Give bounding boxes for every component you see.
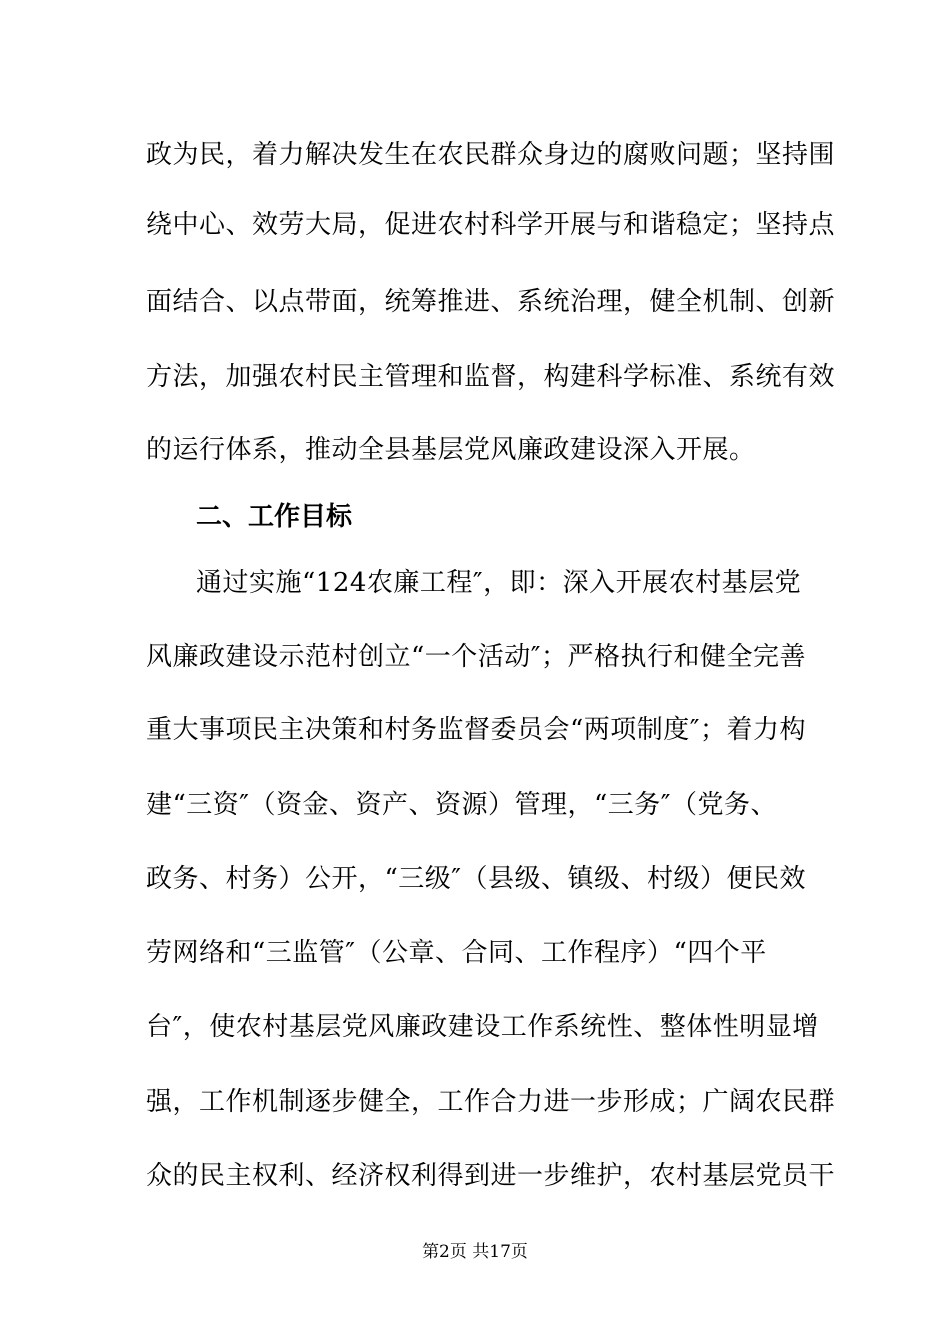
page-footer: 第2页 共17页 [422,1242,528,1262]
text-line: 风廉政建设示范村创立“一个活动″；严格执行和健全完善 [146,642,807,672]
section-heading: 二、工作目标 [196,502,353,532]
text-line: 方法，加强农村民主管理和监督，构建科学标准、系统有效 [146,362,836,392]
text-line: 的运行体系，推动全县基层党风廉政建设深入开展。 [146,435,756,465]
text-line: 面结合、以点带面，统筹推进、系统治理，健全机制、创新 [146,287,836,317]
text-line: 众的民主权利、经济权利得到进一步维护，农村基层党员干 [146,1161,836,1191]
text-line: 重大事项民主决策和村务监督委员会“两项制度″；着力构 [146,715,807,745]
text-line: 劳网络和“三监管″（公章、合同、工作程序）“四个平 [146,938,767,968]
text-line: 台″，使农村基层党风廉政建设工作系统性、整体性明显增 [146,1012,819,1042]
text-line: 强，工作机制逐步健全，工作合力进一步形成；广阔农民群 [146,1087,836,1117]
text-line: 建“三资″（资金、资产、资源）管理，“三务″（党务、 [146,790,778,820]
text-line: 政为民，着力解决发生在农民群众身边的腐败问题；坚持围 [146,140,836,170]
text-line: 政务、村务）公开，“三级″（县级、镇级、村级）便民效 [146,864,807,894]
text-line: 通过实施“124农廉工程″，即：深入开展农村基层党 [196,568,802,598]
text-line: 绕中心、效劳大局，促进农村科学开展与和谐稳定；坚持点 [146,210,836,240]
